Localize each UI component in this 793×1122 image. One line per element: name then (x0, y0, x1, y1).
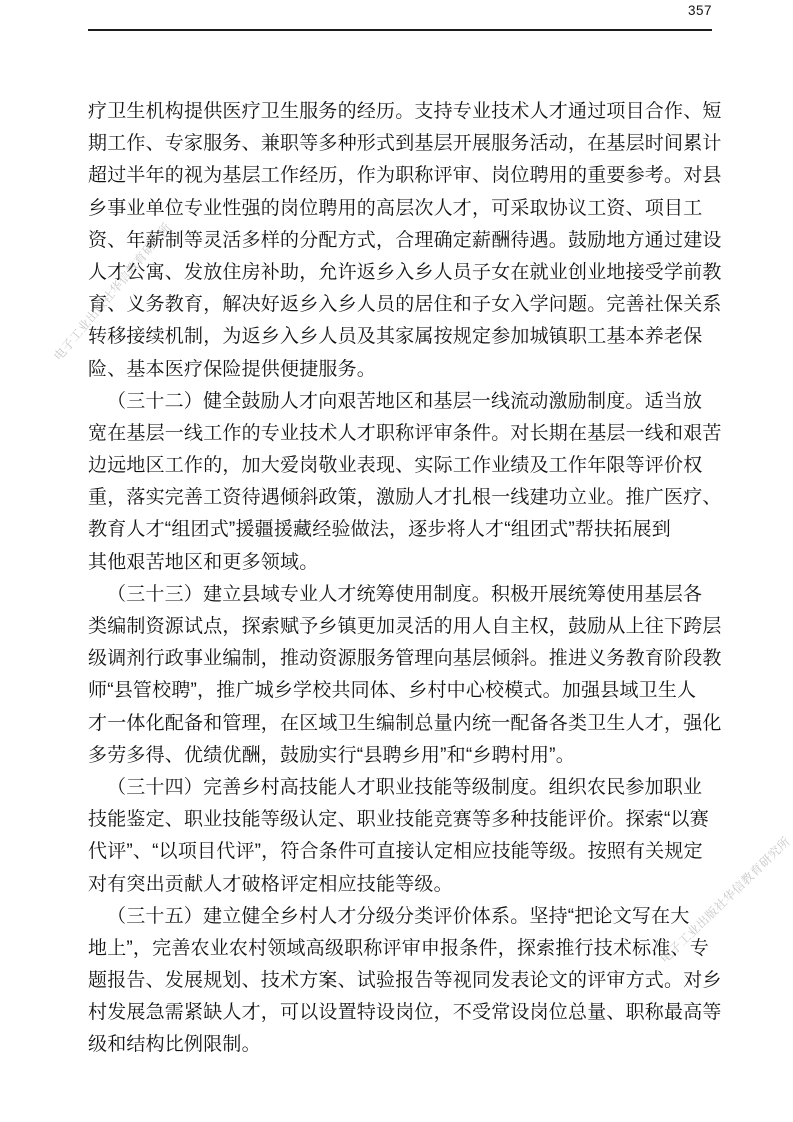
text-line: （三十五）建立健全乡村人才分级分类评价体系。坚持“把论文写在大 (107, 905, 690, 927)
paragraph (88, 579, 720, 772)
text-line: 人才公寓、发放住房补助，允许返乡入乡人员子女在就业创业地接受学前教 (88, 261, 722, 283)
text-line: 对有突出贡献人才破格评定相应技能等级。 (88, 873, 453, 895)
text-line: 育、义务教育，解决好返乡入乡人员的居住和子女入学问题。完善社保关系 (88, 294, 722, 316)
text-line: 转移接续机制，为返乡入乡人员及其家属按规定参加城镇职工基本养老保 (88, 326, 703, 348)
text-line: 题报告、发展规划、技术方案、试验报告等视同发表论文的评审方式。对乡 (88, 970, 722, 992)
header-rule (88, 29, 712, 31)
text-line: 重，落实完善工资待遇倾斜政策，激励人才扎根一线建功立业。推广医疗、 (88, 487, 722, 509)
page-number: 357 (687, 3, 712, 18)
paragraph (88, 386, 720, 579)
text-line: （三十三）建立县域专业人才统筹使用制度。积极开展统筹使用基层各 (107, 583, 703, 605)
text-line: 级和结构比例限制。 (88, 1034, 261, 1056)
text-line: （三十四）完善乡村高技能人才职业技能等级制度。组织农民参加职业 (107, 776, 703, 798)
publisher-watermark: 电子工业出版社华信教育研究所 (657, 834, 793, 966)
text-line: （三十二）健全鼓励人才向艰苦地区和基层一线流动激励制度。适当放 (107, 390, 703, 412)
paragraph (88, 772, 720, 901)
paragraph (88, 901, 720, 1062)
text-line: 超过半年的视为基层工作经历，作为职称评审、岗位聘用的重要参考。对县 (88, 165, 722, 187)
text-line: 边远地区工作的，加大爱岗敬业表现、实际工作业绩及工作年限等评价权 (88, 455, 703, 477)
text-line: 资、年薪制等灵活多样的分配方式，合理确定薪酬待遇。鼓励地方通过建设 (88, 229, 722, 251)
text-line: 级调剂行政事业编制，推动资源服务管理向基层倾斜。推进义务教育阶段教 (88, 648, 722, 670)
text-line: 类编制资源试点，探索赋予乡镇更加灵活的用人自主权，鼓励从上往下跨层 (88, 616, 722, 637)
text-line: 多劳多得、优绩优酬，鼓励实行“县聘乡用”和“乡聘村用”。 (88, 744, 575, 766)
text-line: 乡事业单位专业性强的岗位聘用的高层次人才，可采取协议工资、项目工 (88, 197, 703, 219)
text-line: 师“县管校聘”，推广城乡学校共同体、乡村中心校模式。加强县域卫生人 (88, 680, 697, 702)
publisher-watermark: 电子工业出版社华信教育研究所 (51, 220, 175, 364)
text-line: 疗卫生机构提供医疗卫生服务的经历。支持专业技术人才通过项目合作、短 (88, 101, 722, 122)
text-line: 才一体化配备和管理，在区域卫生编制总量内统一配备各类卫生人才，强化 (88, 712, 722, 734)
text-line: 地上”，完善农业农村领域高级职称评审申报条件，探索推行技术标准、专 (88, 937, 709, 959)
document-body (88, 96, 720, 1062)
text-line: 险、基本医疗保险提供便捷服务。 (88, 358, 377, 380)
text-line: 教育人才“组团式”援疆援藏经验做法，逐步将人才“组团式”帮扶拓展到 (88, 519, 671, 541)
text-line: 代评”、“以项目代评”，符合条件可直接认定相应技能等级。按照有关规定 (88, 841, 703, 863)
paragraph (88, 96, 720, 386)
text-line: 期工作、专家服务、兼职等多种形式到基层开展服务活动，在基层时间累计 (88, 133, 722, 155)
text-line: 宽在基层一线工作的专业技术人才职称评审条件。对长期在基层一线和艰苦 (88, 422, 722, 444)
text-line: 其他艰苦地区和更多领域。 (88, 551, 319, 573)
text-line: 技能鉴定、职业技能等级认定、职业技能竞赛等多种技能评价。探索“以赛 (88, 809, 709, 831)
text-line: 村发展急需紧缺人才，可以设置特设岗位，不受常设岗位总量、职称最高等 (88, 1002, 722, 1024)
